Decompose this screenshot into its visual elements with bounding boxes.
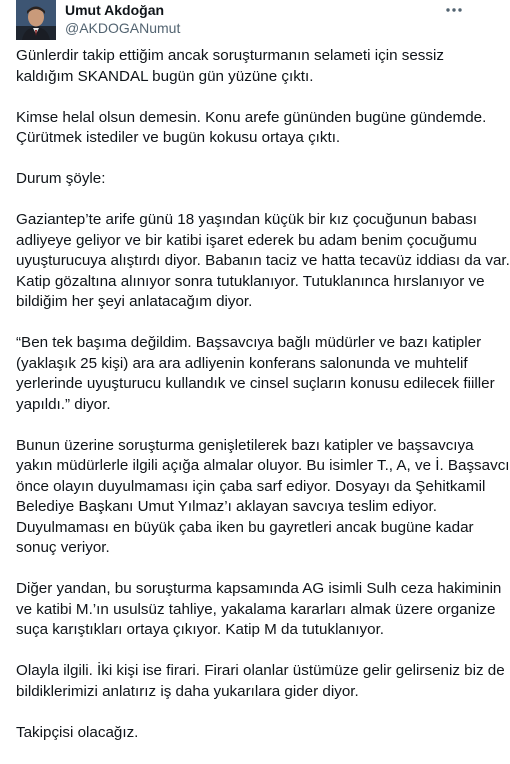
tweet-text-line: sonuç veriyor.: [16, 539, 110, 556]
tweet-text-line: yakın müdürlerle ilgili açığa almalar oluyor. Bu isimler T., A, ve İ. Başsavcı: [16, 457, 510, 474]
author-names: [65, 2, 180, 37]
tweet-text-line: Çürütmek istediler ve bugün kokusu ortaya çıktı.: [16, 129, 341, 146]
tweet-text-line: Gaziantep’te arife günü 18 yaşından küçük bir kız çocuğunun babası: [16, 211, 477, 228]
avatar-photo-icon: [16, 0, 56, 40]
tweet-text-line: Belediye Başkanı Umut Yılmaz’ı aklayan savcıya teslim ediyor.: [16, 498, 437, 515]
tweet-paragraph: [16, 723, 473, 744]
tweet-paragraph: [16, 169, 473, 190]
more-options-button[interactable]: [443, 2, 465, 18]
tweet-paragraph: [16, 46, 473, 87]
tweet-paragraph: [16, 661, 505, 702]
tweet-text: [16, 46, 510, 764]
tweet-text-line: Takipçisi olacağız.: [16, 723, 139, 741]
tweet-text-line: Kimse helal olsun demesin. Konu arefe gününden bugüne gündemde.: [16, 108, 487, 126]
tweet-text-line: Duyulmaması en büyük çaba iken bu gayretleri ancak bugüne kadar: [16, 518, 474, 536]
tweet-paragraph: [16, 333, 495, 415]
tweet-paragraph: [16, 108, 487, 149]
tweet-text-line: uyuşturucuya alıştırdı diyor. Babanın taciz ve hatta tecavüz iddiası da var.: [16, 252, 510, 269]
tweet-text-line: Bunun üzerine soruşturma genişletilerek bazı katipler ve başsavcıya: [16, 436, 474, 454]
tweet-text-line: bildiklerimizi anlatırız iş daha yukarılara gider diyor.: [16, 682, 359, 700]
tweet-text-line: ve katibi M.’ın usulsüz tahliye, yakalama kararları almak üzere organize: [16, 600, 496, 618]
tweet-text-line: Durum şöyle:: [16, 170, 106, 187]
tweet-text-line: Olayla ilgili. İki kişi ise firari. Firari olanlar üstümüze gelir gelirseniz biz de: [16, 662, 505, 679]
tweet-text-line: Diğer yandan, bu soruşturma kapsamında AG isimli Sulh ceza hakiminin: [16, 580, 502, 597]
tweet-paragraph: [16, 436, 510, 559]
tweet-paragraph: [16, 210, 510, 313]
tweet-text-line: bildiğim her şeyi anlatacağım diyor.: [16, 293, 253, 310]
more-horizontal-icon: [445, 7, 463, 13]
author-display-name[interactable]: Umut Akdoğan: [65, 2, 165, 18]
tweet-text-line: Katip gözaltına alınıyor sonra tutuklanıyor. Tutuklanınca hırslanıyor ve: [16, 272, 485, 290]
tweet-text-line: “Ben tek başıma değildim. Başsavcıya bağlı müdürler ve bazı katipler: [16, 334, 482, 351]
author-handle[interactable]: @AKDOGANumut: [65, 20, 181, 36]
tweet-text-line: önce olayın duyulmaması için çaba sarf ediyor. Dosyayı da Şehitkamil: [16, 477, 486, 495]
avatar[interactable]: [16, 0, 56, 40]
tweet-text-line: kaldığım SKANDAL bugün gün yüzüne çıktı.: [16, 67, 314, 85]
tweet-text-line: (yaklaşık 25 kişi) ara ara adliyenin konferans salonunda ve muhtelif: [16, 354, 468, 372]
tweet-header: [16, 0, 467, 44]
tweet-paragraph: [16, 579, 502, 641]
tweet-text-line: Günlerdir takip ettiğim ancak soruşturmanın selameti için sessiz: [16, 47, 444, 64]
tweet-text-line: adliyeye geliyor ve bir katibi işaret ederek bu adam benim çocuğumu: [16, 231, 477, 249]
tweet-text-line: yerlerinde uyuşturucu kullandık ve cinsel suçların konusu edilecek fiiller: [16, 375, 495, 392]
tweet-text-line: suça karıştıkları ortaya çıkıyor. Katip M da tutuklanıyor.: [16, 621, 385, 638]
tweet-text-line: yapıldı.” diyor.: [16, 395, 111, 413]
